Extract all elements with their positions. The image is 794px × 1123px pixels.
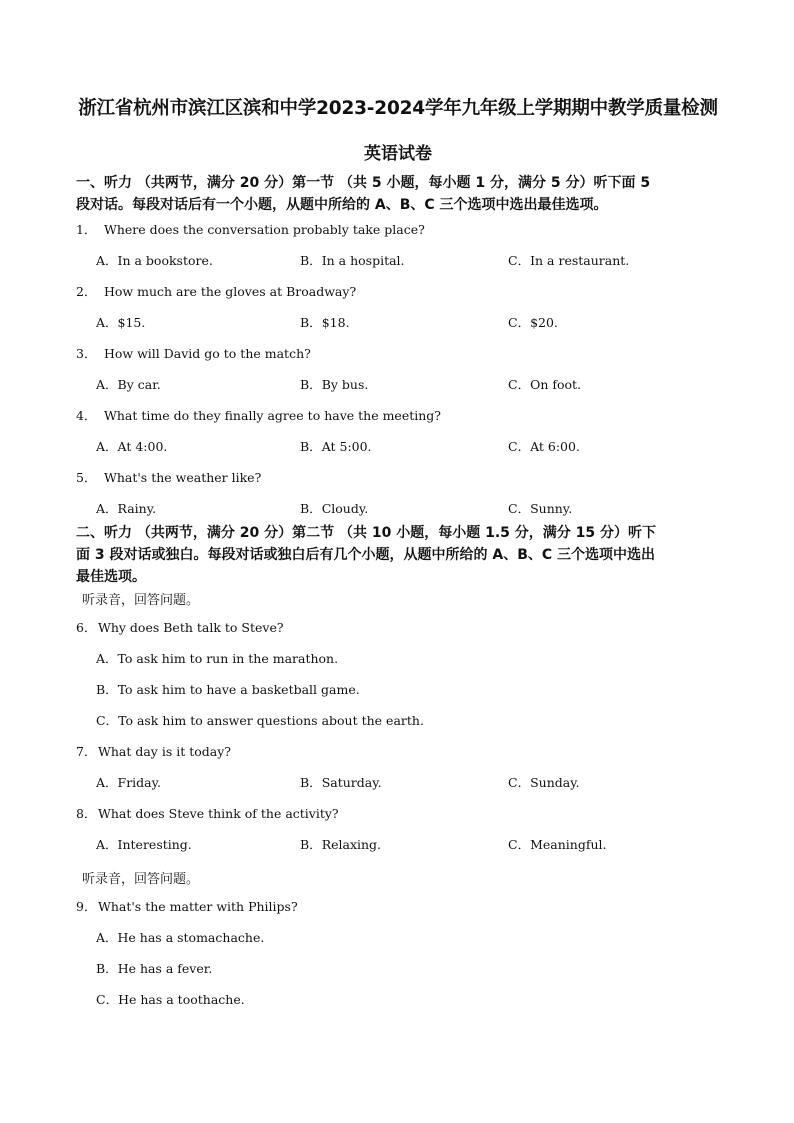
- option-label: B．: [300, 775, 322, 790]
- question-text: How will David go to the match?: [104, 346, 311, 361]
- option-b: [300, 836, 508, 867]
- option-label: A．: [96, 501, 118, 516]
- option-text: Meaningful.: [530, 837, 607, 852]
- option-text: In a hospital.: [321, 253, 405, 268]
- question-2: [76, 283, 720, 314]
- option-a: [96, 438, 300, 469]
- question-text: What's the weather like?: [104, 470, 262, 485]
- option-text: Sunday.: [530, 775, 580, 790]
- section-1-heading-line2: 段对话。每段对话后有一个小题，从题中所给的 A、B、C 三个选项中选出最佳选项。: [76, 197, 608, 213]
- option-label: C．: [508, 439, 531, 454]
- option-label: A．: [96, 315, 118, 330]
- question-number: 7．: [76, 744, 97, 759]
- option-text: He has a fever.: [117, 961, 213, 976]
- question-number: 8．: [76, 806, 97, 821]
- question-8: [76, 805, 720, 836]
- option-c: [508, 376, 581, 407]
- question-4: [76, 407, 720, 438]
- option-label: A．: [96, 377, 118, 392]
- question-number: 4．: [76, 408, 97, 423]
- option-b: [300, 376, 508, 407]
- question-3: [76, 345, 720, 376]
- question-5: [76, 469, 720, 500]
- question-text: Why does Beth talk to Steve?: [98, 620, 284, 635]
- option-label: B．: [300, 501, 322, 516]
- option-text: Rainy.: [117, 501, 157, 516]
- question-7-options: [76, 774, 720, 805]
- section-2-heading-line2: 面 3 段对话或独白。每段对话或独白后有几个小题，从题中所给的 A、B、C 三个选项中选出: [76, 547, 656, 563]
- option-text: On foot.: [530, 377, 582, 392]
- option-text: $15.: [117, 315, 146, 330]
- question-number: 1．: [76, 222, 97, 237]
- option-text: At 5:00.: [321, 439, 372, 454]
- exam-subtitle: 英语试卷: [364, 144, 432, 164]
- option-c: [508, 438, 580, 469]
- section-1-heading-line1: 一、听力 （共两节，满分 20 分）第一节 （共 5 小题，每小题 1 分，满分 5 分）听下面 5: [76, 175, 651, 191]
- option-text: He has a toothache.: [118, 992, 245, 1007]
- option-text: Cloudy.: [321, 501, 369, 516]
- option-text: Relaxing.: [321, 837, 382, 852]
- question-3-options: [76, 376, 720, 407]
- option-c: [508, 500, 572, 522]
- question-8-options: [76, 836, 720, 867]
- option-label: C．: [508, 501, 531, 516]
- exam-title: 浙江省杭州市滨江区滨和中学2023-2024学年九年级上学期期中教学质量检测: [78, 98, 718, 119]
- option-label: A．: [96, 439, 118, 454]
- question-6-option-a: [76, 650, 720, 681]
- option-label: B．: [300, 837, 322, 852]
- option-text: He has a stomachache.: [117, 930, 265, 945]
- option-text: By bus.: [321, 377, 369, 392]
- question-9-option-a: [76, 929, 720, 960]
- option-text: At 6:00.: [530, 439, 580, 454]
- question-1: [76, 221, 720, 252]
- question-9-option-b: [76, 960, 720, 991]
- question-number: 6．: [76, 620, 97, 635]
- option-label: A．: [96, 837, 118, 852]
- question-4-options: [76, 438, 720, 469]
- question-6-option-c: [76, 712, 720, 743]
- option-label: C．: [96, 992, 119, 1007]
- option-label: C．: [96, 713, 119, 728]
- option-b: [300, 500, 508, 522]
- option-label: A．: [96, 930, 118, 945]
- option-b: [300, 252, 508, 283]
- question-text: What time do they finally agree to have the meeting?: [104, 408, 441, 423]
- option-text: $18.: [321, 315, 350, 330]
- section-1: [76, 172, 720, 522]
- question-2-options: [76, 314, 720, 345]
- question-5-options: [76, 500, 720, 522]
- option-text: At 4:00.: [117, 439, 168, 454]
- option-label: B．: [96, 961, 118, 976]
- question-number: 2．: [76, 284, 97, 299]
- option-text: In a bookstore.: [117, 253, 213, 268]
- section-2-heading-line1: 二、听力 （共两节，满分 20 分）第二节 （共 10 小题，每小题 1.5 分，满分 15 分）听下: [76, 525, 656, 541]
- question-text: Where does the conversation probably take place?: [104, 222, 425, 237]
- option-c: [508, 314, 558, 345]
- question-text: What does Steve think of the activity?: [98, 806, 339, 821]
- question-text: What day is it today?: [98, 744, 231, 759]
- option-label: B．: [300, 315, 322, 330]
- section-2-heading-line3: 最佳选项。: [76, 569, 146, 585]
- option-c: [508, 836, 606, 867]
- option-label: B．: [96, 682, 118, 697]
- option-text: Sunny.: [530, 501, 573, 516]
- option-a: [96, 376, 300, 407]
- option-label: B．: [300, 253, 322, 268]
- option-text: $20.: [530, 315, 558, 330]
- option-label: A．: [96, 775, 118, 790]
- option-label: C．: [508, 837, 531, 852]
- option-a: [96, 500, 300, 522]
- option-label: A．: [96, 253, 118, 268]
- question-7: [76, 743, 720, 774]
- option-b: [300, 314, 508, 345]
- option-text: Saturday.: [321, 775, 382, 790]
- question-9-option-c: [76, 991, 720, 1022]
- option-c: [508, 774, 580, 805]
- option-a: [96, 314, 300, 345]
- option-text: By car.: [117, 377, 161, 392]
- option-label: B．: [300, 439, 322, 454]
- question-number: 5．: [76, 470, 97, 485]
- option-text: To ask him to answer questions about the earth.: [118, 713, 424, 728]
- question-9: [76, 898, 720, 929]
- question-text: How much are the gloves at Broadway?: [104, 284, 357, 299]
- listening-instruction: 听录音，回答问题。: [82, 593, 200, 608]
- listening-instruction: 听录音，回答问题。: [82, 872, 200, 887]
- option-label: C．: [508, 253, 531, 268]
- option-a: [96, 252, 300, 283]
- option-c: [508, 252, 629, 283]
- option-b: [300, 438, 508, 469]
- option-a: [96, 774, 300, 805]
- option-label: C．: [508, 377, 531, 392]
- option-text: To ask him to have a basketball game.: [117, 682, 360, 697]
- question-number: 9．: [76, 899, 97, 914]
- option-label: C．: [508, 315, 531, 330]
- option-label: B．: [300, 377, 322, 392]
- question-6: [76, 619, 720, 650]
- option-text: Friday.: [117, 775, 162, 790]
- option-b: [300, 774, 508, 805]
- option-a: [96, 836, 300, 867]
- option-text: Interesting.: [117, 837, 192, 852]
- question-text: What's the matter with Philips?: [98, 899, 298, 914]
- question-6-option-b: [76, 681, 720, 712]
- option-label: C．: [508, 775, 531, 790]
- option-text: In a restaurant.: [530, 253, 630, 268]
- option-label: A．: [96, 651, 118, 666]
- question-1-options: [76, 252, 720, 283]
- option-text: To ask him to run in the marathon.: [117, 651, 339, 666]
- section-2: [76, 522, 720, 1022]
- question-number: 3．: [76, 346, 97, 361]
